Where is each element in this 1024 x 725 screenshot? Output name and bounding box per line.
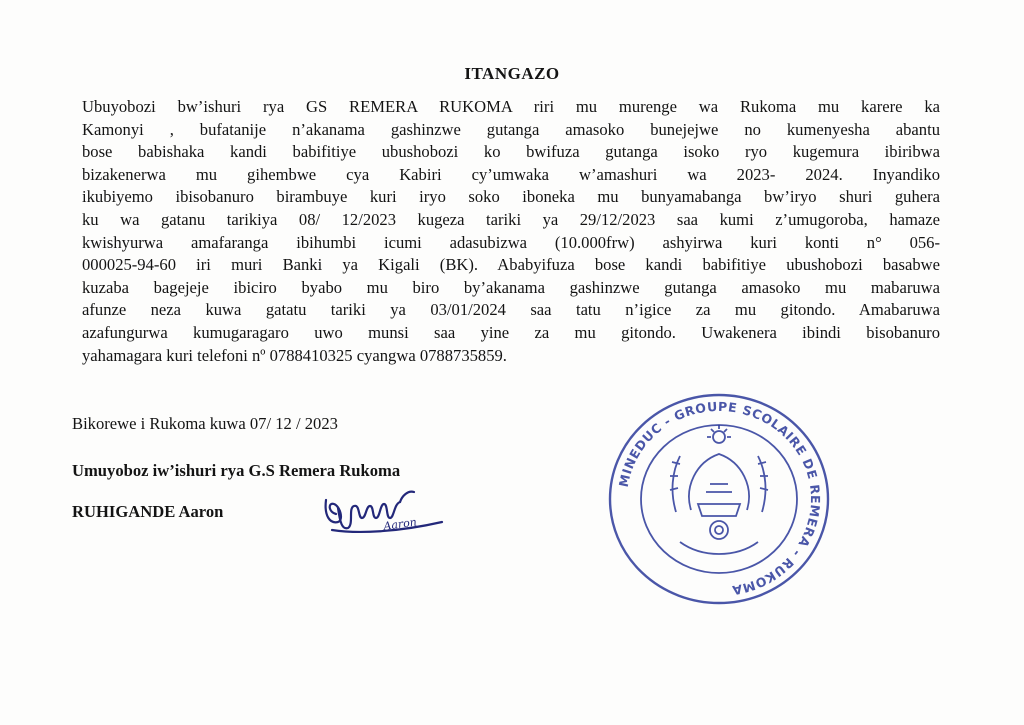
body-line: ku wa gatanu tarikiya 08/ 12/2023 kugeza tariki ya 29/12/2023 saa kumi z’umugoroba, hamaze	[82, 209, 940, 229]
body-line: kwishyurwa amafaranga ibihumbi icumi adasubizwa (10.000frw) ashyirwa kuri konti n° 056-	[82, 232, 940, 252]
body-line: Ubuyobozi bw’ishuri rya GS REMERA RUKOMA riri mu murenge wa Rukoma mu karere ka	[82, 97, 940, 116]
body-line: ikubiyemo ibisobanuro birambuye kuri iryo soko iboneka mu bunyamabanga bw’iryo shuri guhera	[82, 187, 940, 207]
school-stamp	[606, 392, 832, 606]
body-line: Kamonyi , bufatanije n’akanama gashinzwe gutanga amasoko bunejejwe no kumenyesha abantu	[82, 119, 940, 139]
notice-title: ITANGAZO	[464, 64, 560, 83]
body-line: azafungurwa kumugaragaro uwo munsi saa yine za mu gitondo. Uwakenera ibindi bisobanuro	[82, 322, 940, 342]
signature-image	[318, 478, 448, 538]
body-line: bizakenerwa mu gihembwe cya Kabiri cy’umwaka w’amashuri wa 2023- 2024. Inyandiko	[82, 164, 940, 184]
body-line: kuzaba bagejeje ibiciro byabo mu biro by’akanama gashinzwe gutanga amasoko mu mabaruwa	[82, 277, 940, 297]
body-line: 000025-94-60 iri muri Banki ya Kigali (BK). Ababyifuza bose kandi babifitiye ubushobozi basabwe	[82, 255, 940, 275]
body-line: bose babishaka kandi babifitiye ubushobozi ko bwifuza gutanga isoko ryo kugemura ibiribwa	[82, 142, 940, 162]
date-line: Bikorewe i Rukoma kuwa 07/ 12 / 2023	[72, 414, 338, 433]
body-line: yahamagara kuri telefoni nº 0788410325 cyangwa 0788735859.	[82, 345, 507, 365]
signatory-title: Umuyoboz iw’ishuri rya G.S Remera Rukoma	[72, 461, 401, 480]
signatory-name: RUHIGANDE Aaron	[72, 502, 224, 521]
svg-text:MINEDUC - GROUPE SCOLAIRE DE R: MINEDUC - GROUPE SCOLAIRE DE REMERA - RUKOMA	[615, 398, 824, 599]
svg-text:Aaron: Aaron	[382, 515, 418, 533]
body-line: afunze neza kuwa gatatu tariki ya 03/01/2024 saa tatu n’igice za mu gitondo. Amabaruwa	[82, 300, 940, 320]
rwanda-coat-of-arms-icon	[670, 425, 768, 554]
notice-body	[82, 96, 940, 367]
